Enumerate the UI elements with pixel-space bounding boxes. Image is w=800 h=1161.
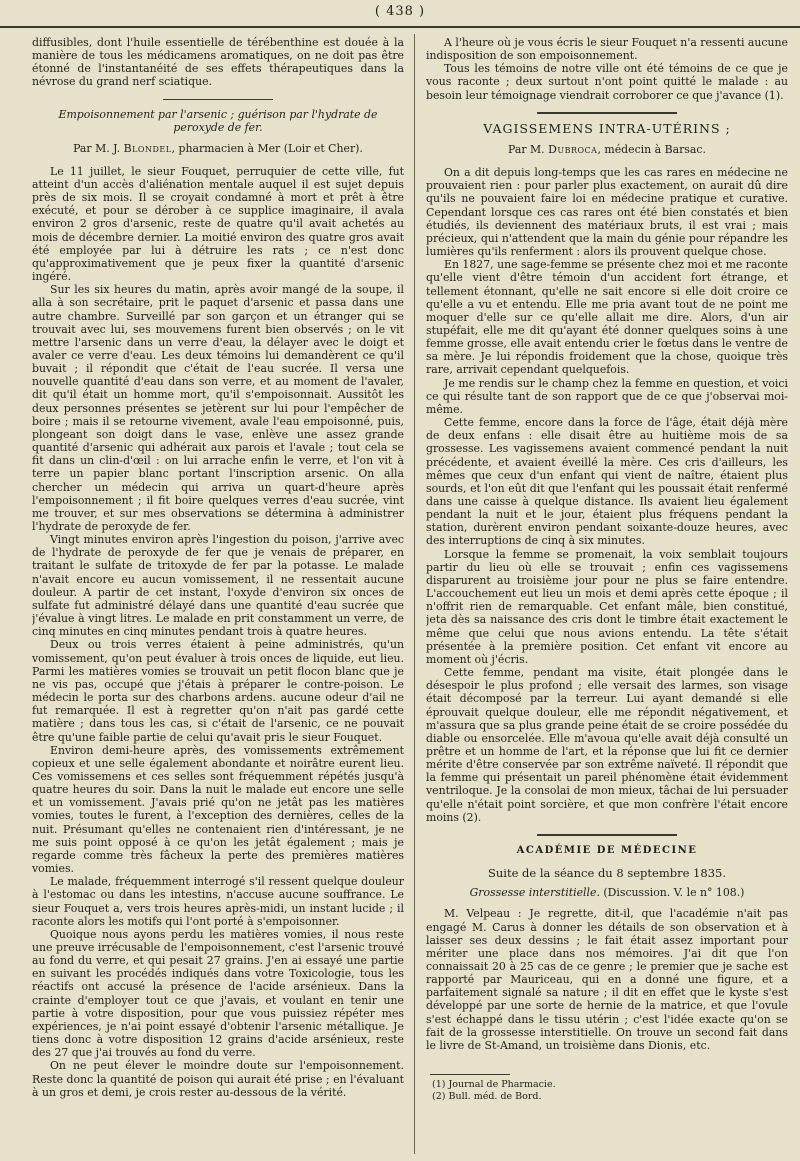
- paragraph: Lorsque la femme se promenait, la voix semblait toujours partir du lieu où elle se trouvait ; enfin ces vagissemens disparurent au troisième jour pour ne plus se faire entendre. L'accouchement eut lieu un mois et demi après cette époque ; il n'offrit rien de remarquable. Cet enfant mâle, bien constitué, jeta dès sa naissance des cris dont le timbre était exactement le même que celui que nous avions entendu. La tête s'était présentée à la première position. Cet enfant vit encore au moment où j'écris.: [426, 547, 788, 666]
- discussion-reference: (Discussion. V. le n° 108.): [603, 886, 745, 900]
- footnote: (1) Journal de Pharmacie.: [432, 1079, 556, 1091]
- paragraph: Deux ou trois verres étaient à peine administrés, qu'un vomissement, qu'on peut évaluer à trois onces de liquide, eut lieu. Parmi les matières vomies se trouvait un petit flocon blanc que je ne vis pas, occupé que j'étais à préparer le contre-poison. Le médecin le porta sur des charbons ardens. aucune odeur d'ail ne fut remarquée. Il est à regretter qu'on n'ait pas gardé cette matière ; dans tous les cas, si c'était de l'arsenic, ce ne pouvait être qu'une faible partie de celui qu'avait pris le sieur Fouquet.: [32, 638, 404, 744]
- intro-paragraph: diffusibles, dont l'huile essentielle de térébenthine est douée à la manière de tous les médicamens aromatiques, on ne doit pas être étonné de l'instantanéité de ses effets thérapeutiques dans la névrose du grand nerf sciatique.: [32, 36, 404, 89]
- footnote-rule: [430, 1074, 510, 1075]
- column-divider: [414, 34, 415, 1154]
- footnotes: [426, 1074, 788, 1103]
- paragraph: Le 11 juillet, le sieur Fouquet, perruquier de cette ville, fut atteint d'un accès d'aliénation mentale auquel il est sujet depuis près de six mois. Il se croyait condamné à mort et prêt à être exécuté, et pour se dérober à ce supplice imaginaire, il avala environ 2 gros d'arsenic, reste de quatre qu'il avait achetés au mois de décembre dernier. La moitié environ des quatre gros avait été employée par lui à détruire les rats ; ce n'est donc qu'approximativement que je peux fixer la quantité d'arsenic ingéré.: [32, 164, 404, 284]
- section-rule: [163, 99, 273, 100]
- byline-suffix: , médecin à Barsac.: [597, 142, 706, 156]
- footnote: (2) Bull. méd. de Bord.: [432, 1091, 542, 1103]
- paragraph: On ne peut élever le moindre doute sur l'empoisonnement. Reste donc la quantité de poison qui aurait été prise ; en l'évaluant à un gros et demi, je crois rester au-dessous de la vérité.: [32, 1059, 404, 1099]
- paragraph: M. Velpeau : Je regrette, dit-il, que l'académie n'ait pas engagé M. Carus à donner les détails de son observation et à laisser ses deux dessins ; le fait était assez important pour mériter une place dans nos mémoires. J'ai dit que l'on connaissait 20 à 25 cas de ce genre ; le premier que je sache est rapporté par Mauriceau, qui en a donné une figure, et a parfaitement signalé sa nature ; il dit en effet que le kyste s'est développé par une sorte de hernie de la matrice, et que l'ovule s'est échappé dans le tissu utérin ; c'est l'idée exacte qu'on se fait de la grossesse interstitielle. On trouve un second fait dans le livre de St-Amand, un troisième dans Dionis, etc.: [426, 907, 788, 1052]
- author-name: Blondel: [123, 141, 172, 155]
- paragraph: On a dit depuis long-temps que les cas rares en médecine ne prouvaient rien : pour parler plus exactement, on aurait dû dire qu'ils ne pouvaient faire loi en médecine pratique et curative. Cependant lorsque ces cas rares ont été bien constatés et bien étudiés, ils deviennent des matériaux bruts, il est vrai ; mais précieux, qui n'attendent que la main du génie pour répandre les lumières qu'ils renferment : alors ils prouvent quelque chose.: [426, 166, 788, 259]
- paragraph: Tous les témoins de notre ville ont été témoins de ce que je vous raconte ; deux surtout n'ont point quitté le malade : au besoin leur témoignage viendrait corroborer ce que j'avance (1).: [426, 62, 788, 102]
- paragraph: Environ demi-heure après, des vomissements extrêmement copieux et une selle également abondante et noirâtre eurent lieu. Ces vomissemens et ces selles sont fréquemment répétés jusqu'à quatre heures du soir. Dans la nuit le malade eut encore une selle et un vomissement. J'avais prié qu'on ne jetât pas les matières vomies, toutes le furent, à l'exception des dernières, celles de la nuit. Présumant qu'elles ne contenaient rien d'intéressant, je ne me suis point opposé à ce qu'on les jetât également ; mais je regarde comme très fâcheux la perte des premières matières vomies.: [32, 743, 404, 876]
- article-title-arsenic: Empoisonnement par l'arsenic ; guérison par l'hydrate de peroxyde de fer.: [58, 107, 378, 134]
- discussion-title: Grossesse interstitielle.: [469, 886, 600, 900]
- paragraph: Vingt minutes environ après l'ingestion du poison, j'arrive avec de l'hydrate de peroxyde de fer que je venais de préparer, en traitant le sulfate de tritoxyde de fer par la potasse. Le malade n'avait encore eu aucun vomissement, il ne ressentait aucune douleur. A partir de cet instant, l'oxyde d'environ six onces de sulfate fut administré délayé dans une quantité d'eau sucrée que j'évalue à vingt litres. Le malade en prit constamment un verre, de cinq minutes en cinq minutes pendant trois à quatre heures.: [32, 533, 404, 639]
- academy-heading: ACADÉMIE DE MÉDECINE: [516, 844, 698, 856]
- page-header: [0, 0, 800, 28]
- paragraph: En 1827, une sage-femme se présente chez moi et me raconte qu'elle vient d'être témoin d'un accident fort étrange, et tellement étonnant, qu'elle ne sait encore si elle doit croire ce qu'elle a vu et entendu. Elle me pria avant tout de ne point me moquer d'elle sur ce qu'elle allait me dire. Alors, d'un air stupéfait, elle me dit qu'ayant été donner quelques soins à une femme grosse, elle avait entendu crier le fœtus dans le ventre de sa mère. Je lui répondis froidement que la chose, quoique très rare, arrivait cependant quelquefois.: [426, 258, 788, 377]
- paragraph: Cette femme, encore dans la force de l'âge, était déjà mère de deux enfans : elle disait être au huitième mois de sa grossesse. Les vagissemens avaient commencé pendant la nuit précédente, et avaient éveillé la mère. Ces cris d'ailleurs, les mêmes que ceux d'un enfant qui vient de naître, étaient plus sourds, et l'on eût dit que l'enfant qui les poussait était renfermé dans une caisse à quelque distance. Ils avaient lieu également pendant la nuit et le jour, étaient plus fréquens pendant la station, durèrent environ pendant soixante-douze heures, avec des interruptions de cinq à six minutes.: [426, 416, 788, 548]
- article-title-vagissemens: VAGISSEMENS INTRA-UTÉRINS ;: [483, 120, 731, 136]
- byline-prefix: Par M.: [508, 142, 545, 156]
- byline-dubroca: [426, 143, 788, 156]
- paragraph: Je me rendis sur le champ chez la femme en question, et voici ce qui résulte tant de son rapport que de ce que j'observai moi-même.: [426, 376, 788, 416]
- paragraph: A l'heure où je vous écris le sieur Fouquet n'a ressenti aucune indisposition de son empoisonnement.: [426, 36, 788, 63]
- academy-session: Suite de la séance du 8 septembre 1835.: [488, 866, 726, 881]
- right-column: [426, 36, 788, 1149]
- page-number: ( 438 ): [374, 4, 426, 19]
- paragraph: Quoique nous ayons perdu les matières vomies, il nous reste une preuve irrécusable de l'empoisonnement, c'est l'arsenic trouvé au fond du verre, et qui pesait 27 grains. J'en ai essayé une partie en suivant les procédés indiqués dans votre Toxicologie, tous les réactifs ont accusé la présence de l'acide arsénieux. Dans la crainte d'employer tout ce que j'avais, et voulant en tenir une partie à votre disposition, pour que vous puissiez répéter mes expériences, je n'ai point essayé d'obtenir l'arsenic métallique. Je tiens donc à votre disposition 12 grains d'acide arsénieux, reste des 27 que j'ai trouvés au fond du verre.: [32, 927, 404, 1060]
- discussion-line: [426, 886, 788, 899]
- byline-suffix: , pharmacien à Mer (Loir et Cher).: [171, 141, 363, 155]
- paragraph: Le malade, fréquemment interrogé s'il ressent quelque douleur à l'estomac ou dans les intestins, n'accuse aucune souffrance. Le sieur Fouquet a, vers trois heures après-midi, un instant lucide ; il raconte alors les motifs qui l'ont porté à s'empoisonner.: [32, 875, 404, 928]
- paragraph: Sur les six heures du matin, après avoir mangé de la soupe, il alla à son secrétaire, prit le paquet d'arsenic et passa dans une autre chambre. Surveillé par son garçon et un étranger qui se trouvait avec lui, ses mouvemens furent bien observés ; on le vit mettre l'arsenic dans un verre d'eau, la délayer avec le doigt et avaler ce verre d'eau. Les deux témoins lui demandèrent ce qu'il buvait ; il répondit que c'était de l'eau sucrée. Il versa une nouvelle quantité d'eau dans son verre, et au moment de l'avaler, dit qu'il était un homme mort, qu'il s'empoisonnait. Aussitôt les deux personnes présentes se jetèrent sur lui pour l'empêcher de boire ; mais il se retourne vivement, avale l'eau empoisonné, puis, plongeant son doigt dans le vase, enlève une assez grande quantité d'arsenic qui adhérait aux parois et l'avale ; tout cela se fit dans un clin-d'œil : on lui arrache enfin le verre, et l'on vit à terre un papier blanc portant l'inscription arsenic. On alla chercher un médecin qui arriva un quart-d'heure après l'empoisonnement ; il fit boire quelques verres d'eau sucrée, vint me trouver, et sur mes observations se détermina à administrer l'hydrate de peroxyde de fer.: [32, 283, 404, 533]
- section-rule: [537, 112, 677, 114]
- section-rule: [537, 834, 677, 836]
- paragraph: Cette femme, pendant ma visite, était plongée dans le désespoir le plus profond ; elle versait des larmes, son visage était décomposé par la terreur. Lui ayant demandé si elle éprouvait quelque douleur, elle me répondit négativement, et m'assura que sa plus grande peine était de se croire possédée du diable ou ensorcelée. Elle m'avoua qu'elle avait déjà consulté un prêtre et un homme de l'art, et la réponse que lui fit ce dernier mérite d'être conservée par son extrême naïveté. Il répondit que la femme qui présentait un pareil phénomène était évidemment ventriloque. Je la consolai de mon mieux, tâchai de lui persuader qu'elle n'était point sorcière, et que mon confrère l'était encore moins (2).: [426, 666, 788, 824]
- byline-blondel: [32, 142, 404, 155]
- byline-prefix: Par M. J.: [73, 141, 121, 155]
- author-name: Dubroca: [548, 142, 598, 156]
- left-column: [32, 36, 404, 1149]
